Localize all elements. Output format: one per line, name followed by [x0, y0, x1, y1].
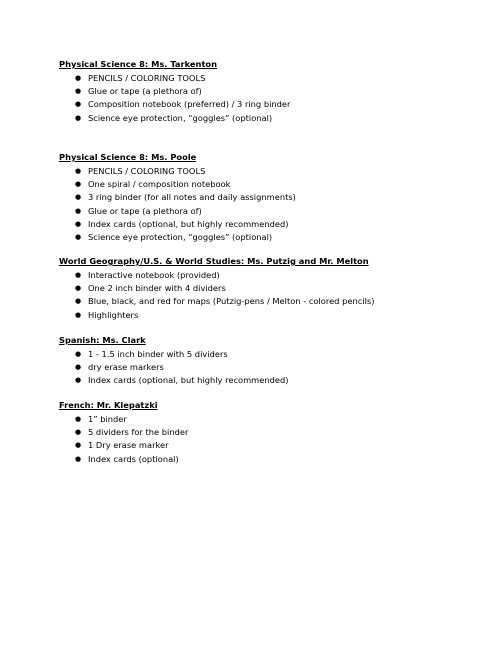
section-heading: French: Mr. Klepatzki [59, 400, 158, 410]
list-item [59, 348, 479, 361]
section-physical-science-tarkenton [59, 59, 479, 125]
list-item-text: 3 ring binder (for all notes and daily assignments) [88, 192, 296, 203]
bullet-icon: ● [75, 219, 82, 228]
list-item-text: Blue, black, and red for maps (Putzig-pens / Melton - colored pencils) [88, 296, 375, 307]
bullet-icon: ● [75, 167, 82, 175]
list-item [59, 85, 479, 98]
section-physical-science-poole [59, 152, 479, 244]
bullet-icon: ● [75, 74, 82, 82]
bullet-icon: ● [75, 113, 82, 122]
section-world-geography [59, 256, 479, 322]
section-french [59, 400, 479, 466]
supply-list [59, 72, 479, 125]
bullet-icon: ● [75, 441, 82, 450]
list-item-text: Glue or tape (a plethora of) [88, 205, 202, 216]
list-item-text: Glue or tape (a plethora of) [88, 86, 202, 97]
list-item [59, 112, 479, 125]
supply-list [59, 413, 479, 466]
supply-list [59, 348, 479, 388]
list-item [59, 98, 479, 111]
list-item-text: Index cards (optional) [88, 453, 179, 464]
list-item [59, 309, 479, 322]
bullet-icon: ● [75, 350, 82, 358]
list-item-text: One 2 inch binder with 4 dividers [88, 283, 226, 294]
section-heading: Physical Science 8: Ms. Tarkenton [59, 59, 218, 69]
list-item [59, 178, 479, 191]
bullet-icon: ● [75, 87, 82, 96]
list-item-text: Index cards (optional, but highly recommended) [88, 375, 289, 386]
supply-list [59, 269, 479, 322]
bullet-icon: ● [75, 232, 82, 241]
list-item-text: 1” binder [88, 414, 127, 424]
list-item [59, 295, 479, 308]
bullet-icon: ● [75, 297, 82, 306]
bullet-icon: ● [75, 428, 82, 437]
list-item [59, 205, 479, 218]
list-item [59, 439, 479, 452]
bullet-icon: ● [75, 284, 82, 293]
list-item-text: Composition notebook (preferred) / 3 ring binder [88, 99, 291, 110]
list-item [59, 269, 479, 282]
list-item-text: PENCILS / COLORING TOOLS [88, 166, 206, 176]
supply-list [59, 165, 479, 244]
bullet-icon: ● [75, 415, 82, 423]
section-heading: Physical Science 8: Ms. Poole [59, 152, 197, 162]
list-item [59, 413, 479, 426]
bullet-icon: ● [75, 193, 82, 202]
list-item-text: Highlighters [88, 309, 139, 320]
list-item [59, 165, 479, 178]
section-heading: Spanish: Ms. Clark [59, 335, 146, 345]
list-item-text: 1 - 1.5 inch binder with 5 dividers [88, 349, 228, 359]
bullet-icon: ● [75, 206, 82, 215]
bullet-icon: ● [75, 271, 82, 279]
list-item-text: 1 Dry erase marker [88, 440, 169, 451]
list-item [59, 361, 479, 374]
section-heading: World Geography/U.S. & World Studies: Ms. Putzig and Mr. Melton [59, 256, 369, 266]
list-item-text: Interactive notebook (provided) [88, 270, 220, 280]
list-item-text: Index cards (optional, but highly recommended) [88, 218, 289, 229]
list-item [59, 72, 479, 85]
list-item-text: PENCILS / COLORING TOOLS [88, 73, 206, 83]
section-spanish [59, 335, 479, 388]
list-item-text: Science eye protection, “goggles” (optional) [88, 231, 273, 242]
list-item-text: 5 dividers for the binder [88, 427, 189, 438]
list-item [59, 374, 479, 387]
list-item-text: Science eye protection, “goggles” (optional) [88, 112, 273, 123]
list-item-text: One spiral / composition notebook [88, 179, 231, 190]
list-item [59, 218, 479, 231]
bullet-icon: ● [75, 363, 82, 372]
list-item [59, 282, 479, 295]
bullet-icon: ● [75, 180, 82, 189]
list-item-text: dry erase markers [88, 362, 164, 373]
bullet-icon: ● [75, 100, 82, 109]
bullet-icon: ● [75, 376, 82, 385]
list-item [59, 426, 479, 439]
list-item [59, 191, 479, 204]
list-item [59, 453, 479, 466]
bullet-icon: ● [75, 310, 82, 319]
list-item [59, 231, 479, 244]
bullet-icon: ● [75, 454, 82, 463]
